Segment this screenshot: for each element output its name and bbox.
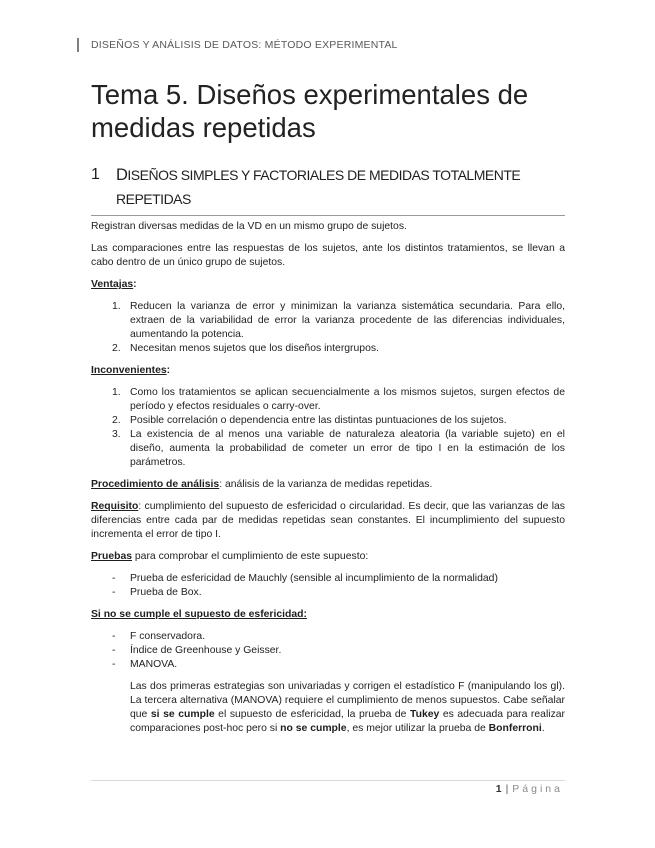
list-item xyxy=(91,630,565,644)
list-marker: - xyxy=(112,573,116,584)
list-marker: 3. xyxy=(112,429,121,440)
list-item-text: Índice de Greenhouse y Geisser. xyxy=(130,645,282,656)
ventajas-list xyxy=(91,300,565,356)
no-cumple-list xyxy=(91,630,565,672)
list-item-text: Reducen la varianza de error y minimizan la varianza sistemática secundaria. Para ello, extraen de la variabilidad de error la varianza procedente de las diferencias individuales, aumentando la potencia. xyxy=(130,301,565,340)
conclusion-text-4: , es mejor utilizar la prueba de xyxy=(346,723,489,734)
paragraph-procedimiento xyxy=(91,478,565,492)
pruebas-list xyxy=(91,572,565,600)
section-heading-initial: D xyxy=(116,166,128,184)
section-heading-text: ISEÑOS SIMPLES Y FACTORIALES DE MEDIDAS TOTALMENTE xyxy=(127,167,521,183)
section-heading-line2: REPETIDAS xyxy=(116,191,191,207)
inconvenientes-heading xyxy=(91,364,565,378)
inconvenientes-label: Inconvenientes xyxy=(91,365,167,376)
list-item-text: Necesitan menos sujetos que los diseños intergrupos. xyxy=(130,343,379,354)
requisito-label: Requisito xyxy=(91,501,139,512)
document-body xyxy=(91,220,565,744)
procedimiento-text: : análisis de la varianza de medidas repetidas. xyxy=(219,479,433,490)
list-item-text: F conservadora. xyxy=(130,631,206,642)
conclusion-bold-bonferroni: Bonferroni xyxy=(488,723,542,734)
list-item-text: MANOVA. xyxy=(130,659,178,670)
ventajas-colon: : xyxy=(133,279,137,290)
page-title: Tema 5. Diseños experimentales de medidas repetidas xyxy=(91,79,529,143)
conclusion-text-5: . xyxy=(541,723,545,734)
section-number: 1 xyxy=(91,166,100,183)
list-item xyxy=(91,428,565,470)
list-marker: - xyxy=(112,587,116,598)
list-item xyxy=(91,386,565,414)
list-item-text: Posible correlación o dependencia entre las distintas puntuaciones de los sujetos. xyxy=(130,415,507,426)
conclusion-text-1: Las dos primeras estrategias son univariadas y corrigen el estadístico F (manipulando los gl). La tercera alternativa (MANOVA) requiere el cumplimiento de menos supuestos. Cabe señalar que xyxy=(130,681,565,720)
list-item-text: Prueba de Box. xyxy=(130,587,202,598)
list-marker: 1. xyxy=(112,387,121,398)
pruebas-label: Pruebas xyxy=(91,551,133,562)
paragraph-pruebas xyxy=(91,550,565,564)
conclusion-text-3: es adecuada para realizar comparaciones post-hoc pero si xyxy=(130,709,566,734)
list-item xyxy=(91,300,565,342)
list-item xyxy=(91,644,565,658)
running-header: DISEÑOS Y ANÁLISIS DE DATOS: MÉTODO EXPERIMENTAL xyxy=(77,38,398,52)
ventajas-heading xyxy=(91,278,565,292)
paragraph-requisito xyxy=(91,500,565,542)
list-item-text: Como los tratamientos se aplican secuencialmente a los mismos sujetos, surgen efectos de período y efectos residuales o carry-over. xyxy=(130,387,565,412)
paragraph-conclusion xyxy=(91,680,565,736)
list-item-text: Prueba de esfericidad de Mauchly (sensible al incumplimiento de la normalidad) xyxy=(130,573,498,584)
list-item xyxy=(91,658,565,672)
page-footer xyxy=(496,782,563,796)
list-marker: - xyxy=(112,645,116,656)
conclusion-bold-no-se-cumple: no se cumple xyxy=(280,723,347,734)
pruebas-text: para comprobar el cumplimiento de este supuesto: xyxy=(132,551,369,562)
no-cumple-heading xyxy=(91,608,565,622)
list-marker: - xyxy=(112,659,116,670)
list-item xyxy=(91,414,565,428)
list-item xyxy=(91,586,565,600)
footer-separator: | xyxy=(505,783,509,795)
paragraph-intro: Registran diversas medidas de la VD en un mismo grupo de sujetos. xyxy=(91,221,407,232)
ventajas-label: Ventajas xyxy=(91,279,134,290)
section-heading xyxy=(91,163,565,216)
conclusion-text-2: el supuesto de esfericidad, la prueba de xyxy=(214,709,411,720)
page-number: 1 xyxy=(495,783,502,795)
list-marker: 1. xyxy=(112,301,121,312)
footer-divider xyxy=(91,780,565,781)
inconvenientes-list xyxy=(91,386,565,470)
no-cumple-label: Si no se cumple el supuesto de esfericidad: xyxy=(91,609,307,620)
conclusion-bold-tukey: Tukey xyxy=(410,709,440,720)
conclusion-bold-si-se-cumple: si se cumple xyxy=(150,709,215,720)
list-marker: 2. xyxy=(112,343,121,354)
procedimiento-label: Procedimiento de análisis xyxy=(91,479,220,490)
list-item-text: La existencia de al menos una variable de naturaleza aleatoria (la variable sujeto) en el diseño, aumenta la probabilidad de cometer un error de tipo I en la estimación de los parámetros. xyxy=(130,429,565,468)
requisito-text: : cumplimiento del supuesto de esfericidad o circularidad. Es decir, que las varianzas de las diferencias entre cada par de medidas repetidas sean constantes. El incumplimiento del supuesto incrementa el error de tipo I. xyxy=(91,501,565,540)
list-marker: 2. xyxy=(112,415,121,426)
list-marker: - xyxy=(112,631,116,642)
list-item xyxy=(91,342,565,356)
page-word: Página xyxy=(512,783,563,795)
paragraph-comparaciones: Las comparaciones entre las respuestas de los sujetos, ante los distintos tratamientos, se llevan a cabo dentro de un único grupo de sujetos. xyxy=(91,243,565,268)
inconvenientes-colon: : xyxy=(166,365,171,376)
list-item xyxy=(91,572,565,586)
